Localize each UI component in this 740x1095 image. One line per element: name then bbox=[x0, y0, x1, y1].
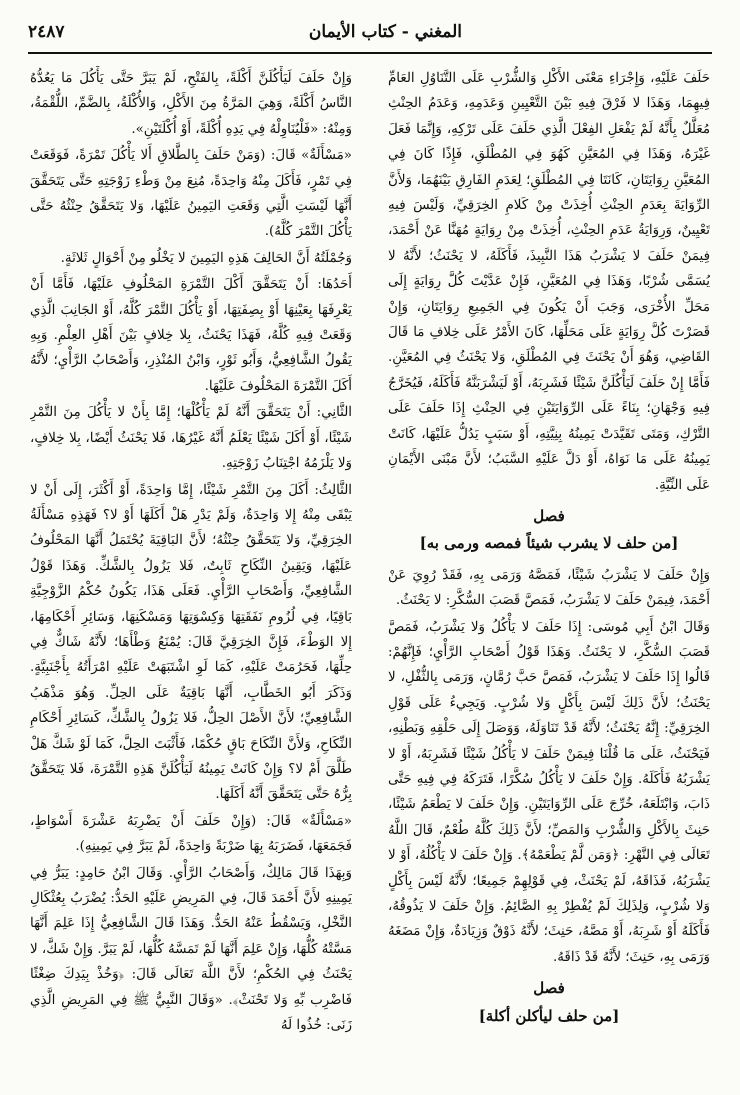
header-rule bbox=[28, 52, 712, 54]
paragraph: وَإِنْ حَلَفَ لا يَشْرَبُ شَيْئًا، فَمَصَّهُ وَرَمَى بِهِ، فَقَدْ رُوِيَ عَنْ أَحْمَدَ، فِيمَنْ حَلَفَ لا يَشْرَبُ، فَمَصَّ قَصَبَ السُّكَّرِ: لا يَحْنَثُ. bbox=[388, 567, 710, 609]
paragraph: وَقَالَ ابْنُ أَبِي مُوسَى: إِذَا حَلَفَ لا يَأْكُلُ وَلا يَشْرَبُ، فَمَصَّ قَصَبَ السُّكَّرِ، لا يَحْنَثُ. وَهَذَا قَوْلُ أَصْحَابِ الرَّأْيِ؛ فَإِنَّهُمْ: قَالُوا إِذَا حَلَفَ لا يَشْرَبُ، فَمَصَّ حَبَّ رُمَّانٍ، وَرَمَى بِالثُّفْلِ، لا يَحْنَثُ؛ لأَنَّ ذَلِكَ لَيْسَ بِأَكْلٍ وَلا شُرْبٍ. وَيَجِيءُ عَلَى قَوْلِ الخِرَقِيِّ: إِنَّهُ يَحْنَثُ؛ لأَنَّهُ قَدْ تَنَاوَلَهُ، وَوَصَلَ إِلَى حَلْقِهِ وَبَطْنِهِ، فَيَحْنَثُ، عَلَى مَا قُلْنَا فِيمَنْ حَلَفَ لا يَأْكُلُ شَيْئًا فَشَرِبَهُ، أَوْ لا يَشْرَبُهُ فَأَكَلَهُ. وَإِنْ حَلَفَ لا يَأْكُلُ سُكَّرًا، فَتَرَكَهُ فِي فِيهِ حَتَّى ذَابَ، وَابْتَلَعَهُ، خُرِّجَ عَلَى الرِّوَايَتَيْنِ. وَإِنْ حَلَفَ لا يَطْعَمُ شَيْئًا، حَنِثَ بِالأَكْلِ وَالشُّرْبِ وَالمَصِّ؛ لأَنَّ ذَلِكَ كُلَّهُ طُعْمٌ، قَالَ اللَّهُ تَعَالَى فِي النَّهْرِ: ﴿وَمَن لَّمْ يَطْعَمْهُ﴾. وَإِنْ حَلَفَ لا يَأْكُلُهُ، أَوْ لا يَشْرَبُهُ، فَذَاقَهُ، لَمْ يَحْنَثْ، فِي قَوْلِهِمْ جَمِيعًا؛ لأَنَّهُ لَيْسَ بِأَكْلٍ وَلا شُرْبٍ، وَلِذَلِكَ لَمْ يُفْطِرْ بِهِ الصَّائِمُ. وَإِنْ حَلَفَ لا يَذُوقُهُ، فَأَكَلَهُ أَوْ شَرِبَهُ، أَوْ مَصَّهُ، حَنِثَ؛ لأَنَّهُ ذَوْقٌ وَزِيَادَةٌ، وَإِنْ مَضَغَهُ وَرَمَى بِهِ، حَنِثَ؛ لأَنَّهُ قَدْ ذَاقَهُ. bbox=[388, 619, 710, 965]
book-title: المغني bbox=[414, 22, 462, 42]
paragraph: حَلَفَ عَلَيْهِ، وَإِجْرَاءِ مَعْنَى الأَكْلِ وَالشُّرْبِ عَلَى التَّنَاوُلِ العَامِّ فِيهِمَا، وَهَذَا لا فَرْقَ فِيهِ بَيْنَ التَّعْيِينِ وَعَدَمِهِ، وَعَدَمُ الحِنْثِ مُعَلَّلٌ بِأَنَّهُ لَمْ يَفْعَلِ الفِعْلَ الَّذِي حَلَفَ عَلَى تَرْكِهِ، وَإِنَّمَا فَعَلَ غَيْرَهُ، وَهَذَا فِي المُعَيَّنِ كَهُوَ فِي المُطْلَقِ، فَإِذًا كَانَ فِي المُعَيَّنِ رِوَايَتَانِ، كَانَتَا فِي المُطْلَقِ؛ لِعَدَمِ الفَارِقِ بَيْنَهُمَا، وَلأَنَّ الرِّوَايَةَ بِعَدَمِ الحِنْثِ أُخِذَتْ مِنْ كَلامِ الخِرَقِيِّ، وَلَيْسَ فِيهِ تَعْيِينٌ، وَرِوَايَةُ عَدَمِ الحِنْثِ، أُخِذَتْ مِنْ رِوَايَةٍ مُهَنَّا عَنْ أَحْمَدَ، فِيمَنْ حَلَفَ لا يَشْرَبُ هَذَا النَّبِيذَ، فَأَكَلَهُ، لا يَحْنَثُ؛ لأَنَّهُ لا يُسَمَّى شُرْبًا، وَهَذَا فِي المُعَيَّنِ، فَإِنْ عَدَّيْتَ كُلَّ رِوَايَةٍ إِلَى مَحَلِّ الأُخْرَى، وَجَبَ أَنْ يَكُونَ فِي الجَمِيعِ رِوَايَتَانِ، وَإِنْ قَصَرْتَ كُلَّ رِوَايَةٍ عَلَى مَحَلِّهَا، كَانَ الأَمْرُ عَلَى خِلافِ مَا قَالَ القَاضِي، وَهُوَ أَنْ يَحْنَثَ فِي المُطْلَقِ، وَلا يَحْنَثُ فِي المُعَيَّنِ. فَأَمَّا إِنْ حَلَفَ لَيَأْكُلَنَّ شَيْئًا فَشَرِبَهُ، أَوْ لَيَشْرَبَنَّهُ فَأَكَلَهُ، فَيُخَرَّجُ فِيهِ وَجْهَانِ؛ بِنَاءً عَلَى الرِّوَايَتَيْنِ فِي الحِنْثِ إِذَا حَلَفَ عَلَى التَّرْكِ، وَمَتَى تَقَيَّدَتْ يَمِينُهُ بِنِيَّتِهِ، أَوْ سَبَبٍ يَدُلُّ عَلَيْهَا، كَانَتْ يَمِينُهُ عَلَى مَا نَوَاهُ، أَوْ دَلَّ عَلَيْهِ السَّبَبُ؛ لأَنَّ مَبْنَى الأَيْمَانِ عَلَى النِّيَّةِ. bbox=[388, 71, 710, 493]
left-column bbox=[30, 66, 352, 1078]
header-title bbox=[309, 22, 462, 42]
header-separator: - bbox=[395, 22, 415, 42]
paragraph: وَإِنْ حَلَفَ لَيَأْكُلَنَّ أَكْلَةً، بِالفَتْحِ، لَمْ يَبَرَّ حَتَّى يَأْكُلَ مَا يَعُدُّهُ النَّاسُ أَكْلَةً، وَهِيَ المَرَّةُ مِنَ الأَكْلِ، وَالأُكْلَةُ، بِالضَّمِّ، اللُّقْمَةُ، وَمِنْهُ: «فَلْيُنَاوِلْهُ فِي يَدِهِ أُكْلَةً، أَوْ أُكْلَتَيْنِ». bbox=[30, 71, 352, 137]
section-heading: فصل bbox=[533, 979, 565, 998]
paragraph: وَبِهَذَا قَالَ مَالِكٌ، وَأَصْحَابُ الرَّأْيِ. وَقَالَ ابْنُ حَامِدٍ: يَبَرُّ فِي يَمِينِهِ لأَنَّ أَحْمَدَ قَالَ، فِي المَرِيضِ عَلَيْهِ الحَدُّ: يُضْرَبُ بِعُثْكَالِ النَّخْلِ، وَيَسْقُطُ عَنْهُ الحَدُّ. وَهَذَا قَالَ الشَّافِعِيُّ إِذَا عَلِمَ أَنَّهَا مَسَّتْهُ كُلُّهَا، وَإِنْ عَلِمَ أَنَّهَا لَمْ تَمَسَّهُ كُلُّهَا، لَمْ يَبَرَّ. وَإِنْ شَكَّ، لا يَحْنَثُ فِي الحُكْمِ؛ لأَنَّ اللَّهَ تَعَالَى قَالَ: ﴿وَخُذْ بِيَدِكَ ضِغْثًا فَاضْرِب بِّهِ وَلا تَحْنَثْ﴾. «وَقَالَ النَّبِيُّ ﷺ فِي المَرِيضِ الَّذِي زَنَى: خُذُوا لَهُ bbox=[30, 865, 352, 1034]
section-subheading: [من حلف ليأكلن أكلة] bbox=[478, 1006, 620, 1025]
section-title: كتاب الأيمان bbox=[308, 22, 396, 42]
right-column bbox=[388, 66, 710, 1078]
paragraph: الثَّالِثُ: أَكَلَ مِنَ التَّمْرِ شَيْئًا، إِمَّا وَاحِدَةً، أَوْ أَكْثَرَ، إِلَى أَنْ لا يَبْقَى مِنْهُ إِلا وَاحِدَةٌ، وَلَمْ يَدْرِ هَلْ أَكَلَهَا أَوْ لا؟ فَهَذِهِ مَسْأَلَةُ الخِرَقِيِّ، وَلا يَتَحَقَّقُ حِنْثُهُ؛ لأَنَّ البَاقِيَةَ يُحْتَمَلُ أَنَّهَا المَحْلُوفُ عَلَيْهَا، وَيَقِينُ النِّكَاحِ ثَابِتٌ، فَلا يَزُولُ بِالشَّكِّ. وَهَذَا قَوْلُ الشَّافِعِيِّ، وَأَصْحَابِ الرَّأْيِ. فَعَلَى هَذَا، يَكُونُ حُكْمُ الزَّوْجِيَّةِ بَاقِيًا، فِي لُزُومِ نَفَقَتِهَا وَكِسْوَتِهَا وَمَسْكَنِهَا، وَسَائِرِ أَحْكَامِهَا، إِلا الوَطْءَ، فَإِنَّ الخِرَقِيَّ قَالَ: يُمْنَعُ وَطْأَهَا؛ لأَنَّهُ شَاكٌّ فِي حِلِّهَا، فَحَرُمَتْ عَلَيْهِ، كَمَا لَوِ اشْتَبَهَتْ عَلَيْهِ امْرَأَتُهُ بِأَجْنَبِيَّةٍ. وَذَكَرَ أَبُو الخَطَّابِ، أَنَّهَا بَاقِيَةٌ عَلَى الحِلِّ. وَهُوَ مَذْهَبُ الشَّافِعِيِّ؛ لأَنَّ الأَصْلَ الحِلُّ، فَلا يَزُولُ بِالشَّكِّ، كَسَائِرِ أَحْكَامِ النِّكَاحِ، وَلأَنَّ النِّكَاحَ بَاقٍ حُكْمًا، فَأَثْبَتَ الحِلَّ، كَمَا لَوْ شَكَّ هَلْ طَلَّقَ أَمْ لا؟ وَإِنْ كَانَتْ يَمِينُهُ لَيَأْكُلَنَّ هَذِهِ التَّمْرَةَ، فَلا يَتَحَقَّقُ بِرُّهُ حَتَّى يَتَحَقَّقَ أَنَّهُ أَكَلَهَا. bbox=[30, 482, 352, 803]
page-number: ٢٤٨٧ bbox=[28, 22, 65, 42]
section-heading: فصل bbox=[533, 506, 565, 525]
section-subheading: [من حلف لا يشرب شيئاً فمصه ورمى به] bbox=[419, 534, 679, 553]
paragraph: «مَسْأَلَةٌ» قَالَ: (وَمَنْ حَلَفَ بِالطَّلاقِ أَلا يَأْكُلَ تَمْرَةً، فَوَقَعَتْ فِي تَمْرٍ، فَأَكَلَ مِنْهُ وَاحِدَةً، مُنِعَ مِنْ وَطْءِ زَوْجَتِهِ حَتَّى يَتَحَقَّقَ أَنَّهَا لَيْسَتِ الَّتِي وَقَعَتِ اليَمِينُ عَلَيْهَا، وَلا يَتَحَقَّقُ حِنْثُهُ حَتَّى يَأْكُلَ التَّمْرَ كُلَّهُ). bbox=[30, 148, 352, 240]
paragraph: وَجُمْلَتُهُ أَنَّ الحَالِفَ هَذِهِ اليَمِينَ لا يَخْلُو مِنْ أَحْوَالٍ ثَلاثَةٍ. bbox=[60, 250, 352, 266]
running-header bbox=[28, 18, 712, 54]
paragraph: «مَسْأَلَةٌ» قَالَ: (وَإِنْ حَلَفَ أَنْ يَضْرِبَهُ عَشْرَةَ أَسْوَاطٍ، فَجَمَعَهَا، فَضَرَبَهُ بِهَا ضَرْبَةً وَاحِدَةً، لَمْ يَبَرَّ فِي يَمِينِهِ). bbox=[30, 813, 352, 855]
paragraph: الثَّانِي: أَنْ يَتَحَقَّقَ أَنَّهُ لَمْ يَأْكُلْهَا؛ إِمَّا بِأَنْ لا يَأْكُلَ مِنَ التَّمْرِ شَيْئًا، أَوْ أَكَلَ شَيْئًا يَعْلَمُ أَنَّهُ غَيْرُهَا، فَلا يَحْنَثُ أَيْضًا، بِلا خِلافٍ، وَلا يَلْزَمُهُ اجْتِنَابُ زَوْجَتِهِ. bbox=[30, 405, 352, 472]
paragraph: أَحَدُهَا: أَنْ يَتَحَقَّقَ أَكْلَ التَّمْرَةِ المَحْلُوفِ عَلَيْهَا، فَأَمَّا أَنْ يَعْرِفَهَا بِعَيْنِهَا أَوْ بِصِفَتِهَا، أَوْ يَأْكُلَ التَّمْرَ كُلَّهُ، أَوْ الجَانِبَ الَّذِي وَقَعَتْ فِيهِ كُلَّهُ، فَهَذَا يَحْنَثُ، بِلا خِلافٍ بَيْنَ أَهْلِ العِلْمِ. وَبِهِ يَقُولُ الشَّافِعِيُّ، وَأَبُو ثَوْرٍ، وَابْنُ المُنْذِرِ، وَأَصْحَابُ الرَّأْيِ؛ لأَنَّهُ أَكَلَ التَّمْرَةَ المَحْلُوفَ عَلَيْهَا. bbox=[30, 277, 352, 394]
